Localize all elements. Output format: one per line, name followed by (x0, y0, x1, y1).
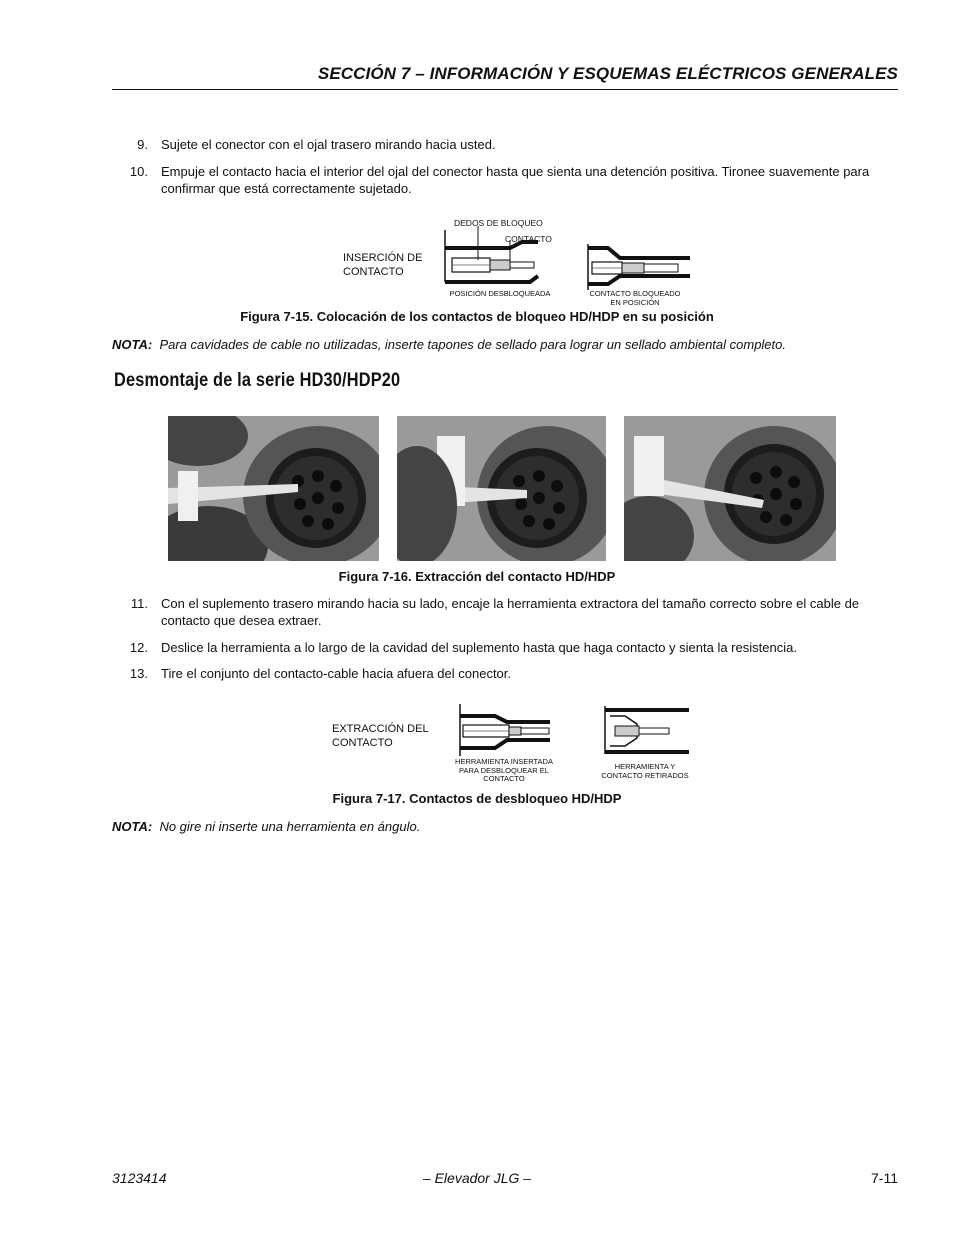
fig17-label-inserted: HERRAMIENTA INSERTADA PARA DESBLOQUEAR EL CONTACTO (455, 757, 553, 783)
fig15-main-label: INSERCIÓN DE CONTACTO (343, 252, 423, 278)
note-text: Para cavidades de cable no utilizadas, inserte tapones de sellado para lograr un sellado ambiental completo. (159, 337, 786, 352)
fig15-contact-diagram (440, 226, 700, 290)
header-rule (112, 89, 898, 90)
fig15-label-locked: CONTACTO BLOQUEADO EN POSICIÓN (589, 289, 681, 307)
note-tool-angle (112, 819, 898, 834)
fig17-extraction-diagram (455, 702, 695, 758)
fig16-photo-1 (168, 416, 379, 561)
footer-document-number: 3123414 (112, 1170, 167, 1186)
step-text: Deslice la herramienta a lo largo de la cavidad del suplemento hasta que haga contacto y sienta la resistencia. (161, 640, 797, 655)
step-text: Empuje el contacto hacia el interior del ojal del conector hasta que sienta una detención positiva. Tironee suavemente para confirmar que está correctamente sujetado. (161, 164, 870, 196)
step-text: Sujete el conector con el ojal trasero mirando hacia usted. (161, 137, 496, 152)
fig17-main-label: EXTRACCIÓN DEL CONTACTO (332, 723, 429, 749)
fig15-caption: Figura 7-15. Colocación de los contactos de bloqueo HD/HDP en su posición (240, 309, 714, 324)
note-prefix: NOTA: (112, 819, 153, 834)
step-10 (112, 163, 898, 199)
step-text: Tire el conjunto del contacto-cable hacia afuera del conector. (161, 666, 512, 681)
fig17-label-removed: HERRAMIENTA Y CONTACTO RETIRADOS (601, 762, 689, 780)
step-number: 11. (130, 596, 148, 611)
fig17-removed-illustration (605, 706, 689, 754)
fig15-unlocked-illustration (445, 226, 538, 282)
fig16-caption: Figura 7-16. Extracción del contacto HD/HDP (338, 569, 616, 584)
fig16-photo-3 (624, 416, 836, 561)
fig15-label-contact: CONTACTO (505, 234, 552, 244)
fig16-photo-2 (397, 416, 606, 561)
footer-page-number: 7-11 (871, 1170, 898, 1186)
fig15-locked-illustration (588, 244, 690, 290)
step-text: Con el suplemento trasero mirando hacia su lado, encaje la herramienta extractora del tamaño correcto sobre el cable de contacto que desea extraer. (161, 596, 860, 628)
step-number: 9. (137, 137, 148, 152)
step-number: 13. (129, 666, 148, 681)
step-11 (112, 595, 898, 631)
section-heading: Desmontaje de la serie HD30/HDP20 (114, 370, 401, 391)
step-number: 12. (129, 640, 148, 655)
fig15-label-locking-fingers: DEDOS DE BLOQUEO (454, 218, 543, 228)
step-12 (112, 639, 898, 659)
note-text: No gire ni inserte una herramienta en ángulo. (159, 819, 421, 834)
fig15-label-unlocked: POSICIÓN DESBLOQUEADA (449, 289, 551, 298)
step-9 (112, 136, 898, 156)
note-unused-cavities (112, 337, 898, 352)
step-13 (112, 665, 898, 685)
step-number: 10. (129, 164, 148, 179)
section-header-title: SECCIÓN 7 – INFORMACIÓN Y ESQUEMAS ELÉCTRICOS GENERALES (317, 64, 898, 83)
footer-center-title: – Elevador JLG – (422, 1170, 532, 1186)
fig17-inserted-illustration (460, 704, 550, 756)
fig17-caption: Figura 7-17. Contactos de desbloqueo HD/HDP (332, 791, 622, 806)
note-prefix: NOTA: (112, 337, 153, 352)
